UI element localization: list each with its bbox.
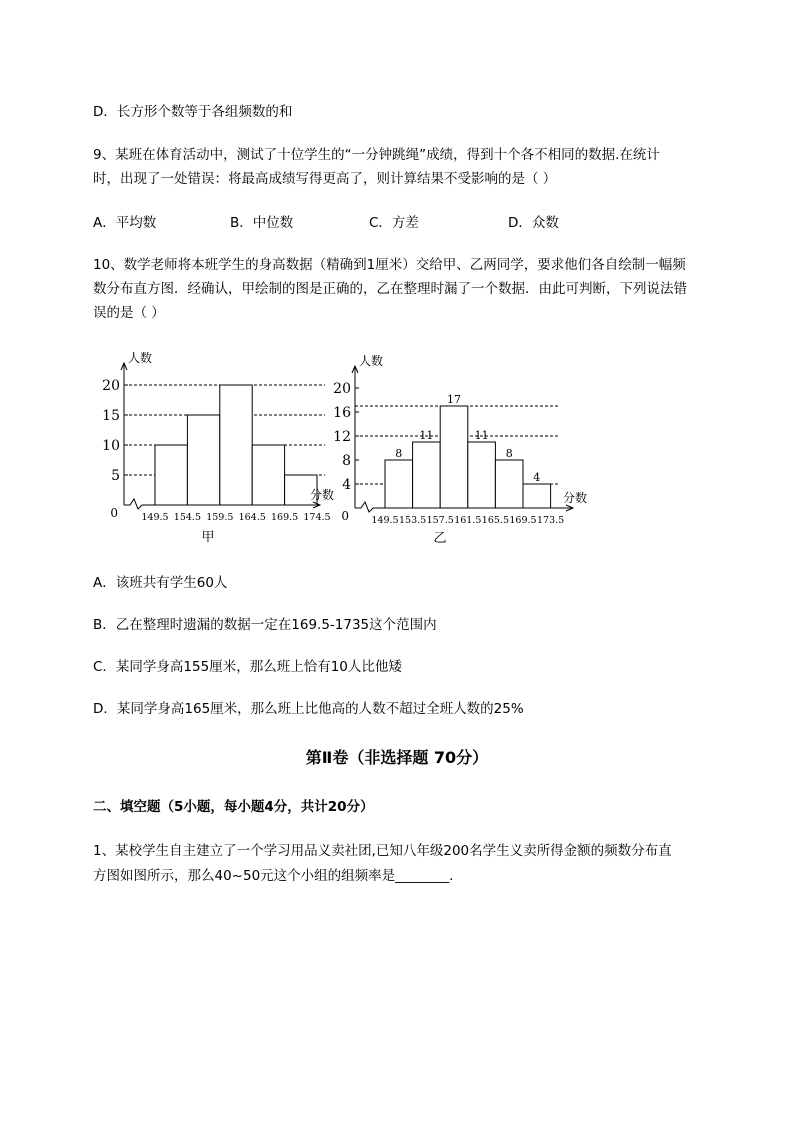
q10-line-1: 10、数学老师将本班学生的身高数据（精确到1厘米）交给甲、乙两同学，要求他们各自绘制一幅频 <box>93 257 686 273</box>
q10-line-2: 数分布直方图．经确认，甲绘制的图是正确的，乙在整理时漏了一个数据．由此可判断，下列说法错 <box>93 281 687 297</box>
bar-value-label: 17 <box>447 393 461 406</box>
part2-title: 第Ⅱ卷（非选择题 70分） <box>305 748 489 767</box>
q9-option-c: C．方差 <box>369 215 419 231</box>
histogram-bar <box>523 484 551 508</box>
bar-value-label: 8 <box>505 447 513 460</box>
bar-value-label: 11 <box>474 429 489 442</box>
q10-option-d: D．某同学身高165厘米，那么班上比他高的人数不超过全班人数的25% <box>93 701 524 717</box>
histogram-bar <box>187 415 219 505</box>
bar-value-label: 11 <box>419 429 434 442</box>
q10-option-b: B．乙在整理时遗漏的数据一定在169.5-1735这个范围内 <box>93 617 437 633</box>
x-axis-title: 分数 <box>309 488 335 502</box>
bar-value-label: 4 <box>533 471 541 484</box>
q10-line-3: 误的是（ ） <box>93 305 165 321</box>
x-tick-label: 173.5 <box>536 515 565 526</box>
bar-value-label: 8 <box>395 447 403 460</box>
chart-caption: 甲 <box>201 530 215 545</box>
x-tick-label: 149.5 <box>141 512 169 523</box>
x-tick-label: 149.5 <box>371 515 399 526</box>
q9-line-2: 时，出现了一处错误：将最高成绩写得更高了，则计算结果不受影响的是（ ） <box>93 171 557 187</box>
q9-option-d: D．众数 <box>508 215 559 231</box>
fill-q1-line-2: 方图如图所示，那么40~50元这个小组的组频率是________. <box>93 868 454 884</box>
origin-label: 0 <box>341 509 349 523</box>
histogram-bar <box>220 385 252 505</box>
section-heading: 二、填空题（5小题，每小题4分，共计20分） <box>93 799 374 815</box>
x-tick-label: 153.5 <box>398 515 427 526</box>
histogram-bar <box>440 406 468 508</box>
histogram-bar <box>495 460 523 508</box>
origin-label: 0 <box>110 506 118 520</box>
x-tick-label: 159.5 <box>206 512 234 523</box>
x-tick-label: 169.5 <box>509 515 537 526</box>
y-tick-label: 20 <box>333 381 351 397</box>
y-tick-label: 12 <box>333 429 351 445</box>
q10-option-c: C．某同学身高155厘米，那么班上恰有10人比他矮 <box>93 659 402 675</box>
q10-option-a: A．该班共有学生60人 <box>93 575 228 591</box>
y-axis-title: 人数 <box>359 354 384 368</box>
x-tick-label: 161.5 <box>454 515 482 526</box>
histogram-bar <box>155 445 187 505</box>
y-tick-label: 4 <box>342 477 351 493</box>
histogram-bar <box>468 442 496 508</box>
y-tick-label: 5 <box>111 468 120 484</box>
histogram-bar <box>385 460 413 508</box>
chart-caption: 乙 <box>433 531 447 546</box>
x-tick-label: 157.5 <box>426 515 454 526</box>
histogram-jia <box>100 345 350 545</box>
x-axis-title: 分数 <box>562 491 588 505</box>
y-tick-label: 16 <box>333 405 351 421</box>
x-tick-label: 164.5 <box>238 512 266 523</box>
y-tick-label: 10 <box>102 438 120 454</box>
histogram-bar <box>413 442 441 508</box>
x-tick-label: 165.5 <box>481 515 510 526</box>
q9-option-a: A．平均数 <box>93 215 157 231</box>
x-tick-label: 174.5 <box>303 512 331 523</box>
x-tick-label: 169.5 <box>270 512 299 523</box>
x-tick-label: 154.5 <box>173 512 202 523</box>
y-tick-label: 20 <box>102 378 120 394</box>
y-tick-label: 8 <box>342 453 351 469</box>
q9-option-b: B．中位数 <box>230 215 294 231</box>
y-tick-label: 15 <box>102 408 120 424</box>
q8-option-d: D．长方形个数等于各组频数的和 <box>93 104 293 120</box>
histogram-bar <box>252 445 284 505</box>
y-axis-title: 人数 <box>128 351 153 365</box>
histogram-yi <box>335 350 605 545</box>
q9-line-1: 9、某班在体育活动中，测试了十位学生的“一分钟跳绳”成绩，得到十个各不相同的数据.在统计 <box>93 147 660 163</box>
fill-q1-line-1: 1、某校学生自主建立了一个学习用品义卖社团,已知八年级200名学生义卖所得金额的频数分布直 <box>93 843 672 859</box>
